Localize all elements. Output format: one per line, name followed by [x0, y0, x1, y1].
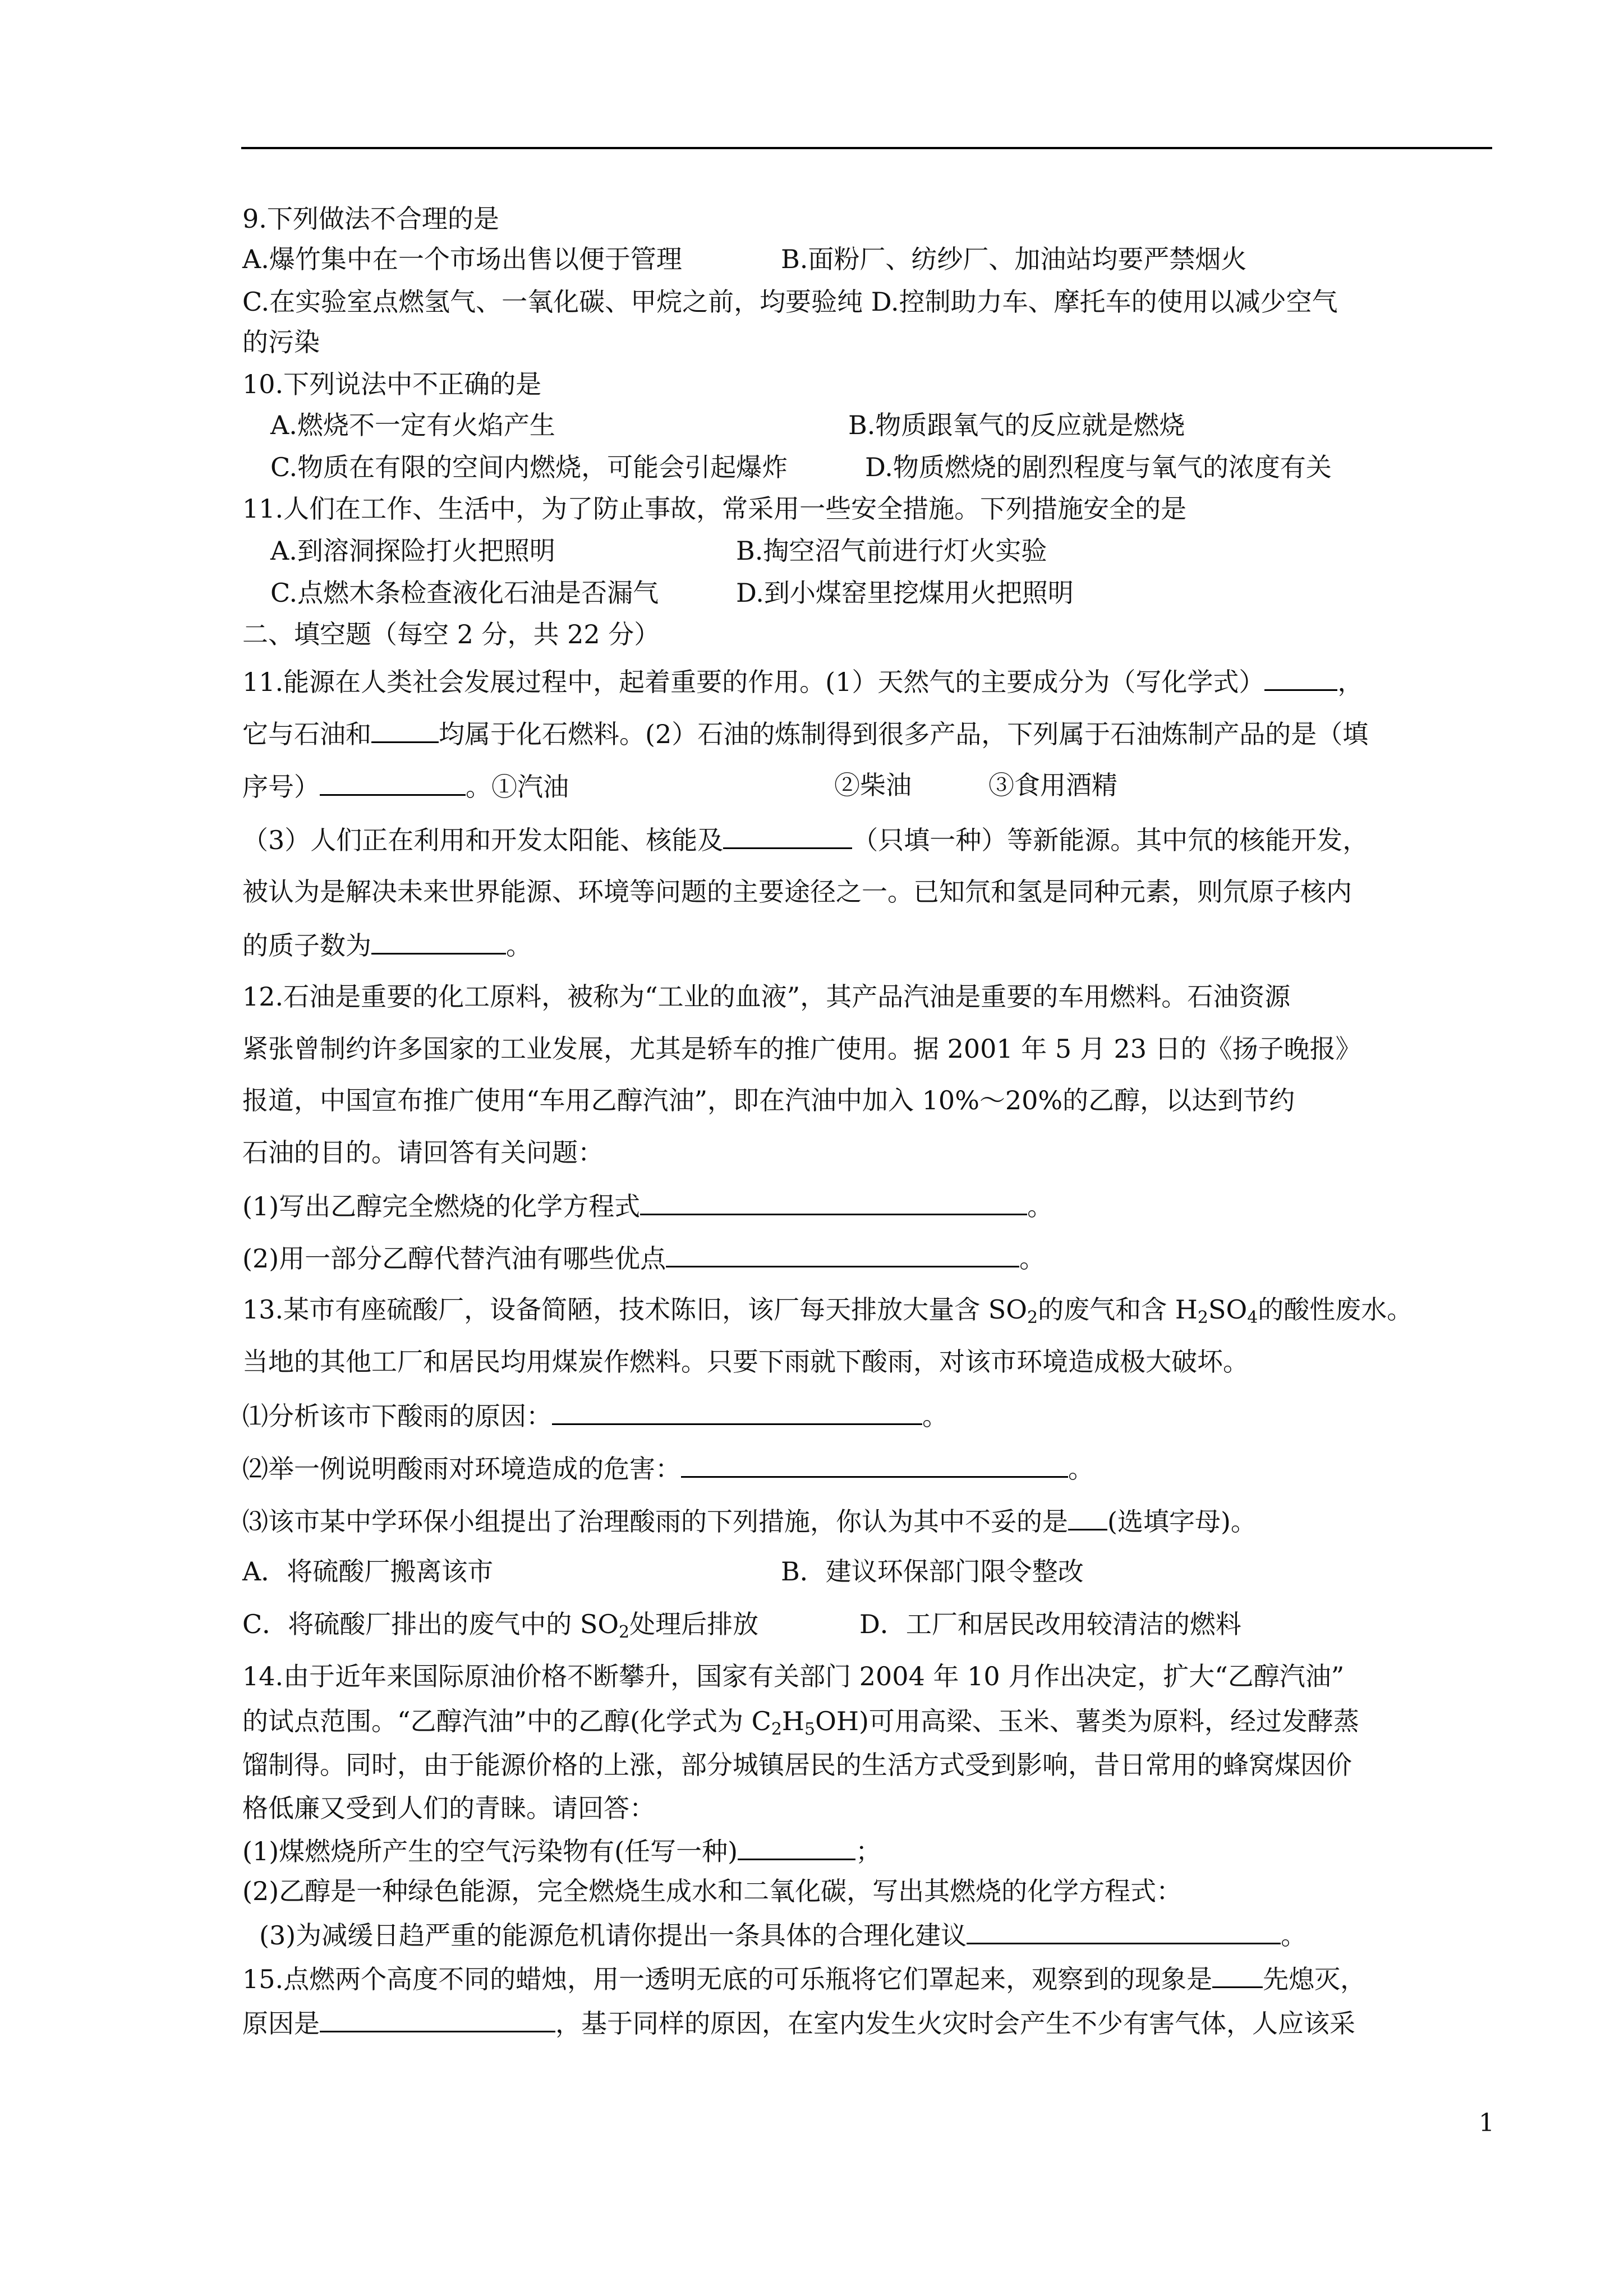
q10-option-a: A.燃烧不一定有火焰产生	[270, 410, 555, 440]
q13-sub2: ⑵举一例说明酸雨对环境造成的危害： 。	[242, 1450, 1094, 1486]
q12-sub1: (1)写出乙醇完全燃烧的化学方程式 。	[242, 1188, 1053, 1223]
q11b-line2: 它与石油和 均属于化石燃料。(2）石油的炼制得到很多产品，下列属于石油炼制产品的是（填	[242, 716, 1368, 751]
q9-option-a: A.爆竹集中在一个市场出售以便于管理	[242, 244, 682, 274]
q9-option-b: B.面粉厂、纺纱厂、加油站均要严禁烟火	[781, 244, 1247, 274]
q14-sub3: (3)为减缓日趋严重的能源危机请你提出一条具体的合理化建议 。	[259, 1917, 1306, 1952]
q12-line3: 报道，中国宣布推广使用“车用乙醇汽油”，即在汽油中加入 10%～20%的乙醇，以达到节约	[242, 1085, 1295, 1115]
q14-line3: 馏制得。同时，由于能源价格的上涨，部分城镇居民的生活方式受到影响，昔日常用的蜂窝煤因价	[242, 1750, 1352, 1780]
q10-option-d: D.物质燃烧的剧烈程度与氧气的浓度有关	[865, 452, 1332, 482]
q14-line1: 14.由于近年来国际原油价格不断攀升，国家有关部门 2004 年 10 月作出决定，扩大“乙醇汽油”	[242, 1661, 1345, 1691]
q13-sub1: ⑴分析该市下酸雨的原因： 。	[242, 1398, 948, 1433]
answer-blank[interactable]	[371, 927, 506, 955]
q10-options-cd	[270, 450, 1332, 484]
q11a-option-d: D.到小煤窑里挖煤用火把照明	[736, 578, 1074, 608]
section-heading: 二、填空题（每空 2 分，共 22 分）	[242, 619, 660, 649]
q11b-line3: 序号） 。①汽油 ②柴油 ③食用酒精	[242, 768, 569, 804]
q11a-options-ab	[270, 534, 1047, 568]
q10-option-b: B.物质跟氧气的反应就是燃烧	[848, 410, 1185, 440]
q12-line2: 紧张曾制约许多国家的工业发展，尤其是轿车的推广使用。据 2001 年 5 月 23 日的《扬子晚报》	[242, 1034, 1361, 1064]
q11b-line5: 被认为是解决未来世界能源、环境等问题的主要途径之一。已知氘和氢是同种元素，则氘原子核内	[242, 877, 1352, 907]
q11a-options-cd	[270, 576, 1074, 610]
answer-blank[interactable]	[666, 1240, 1019, 1267]
answer-blank[interactable]	[371, 716, 439, 743]
q13-options-cd	[242, 1607, 1241, 1642]
answer-blank[interactable]	[681, 1450, 1068, 1478]
q13-sub3: ⑶该市某中学环保小组提出了治理酸雨的下列措施，你认为其中不妥的是 (选填字母)。	[242, 1503, 1257, 1538]
q14-line2: 的试点范围。“乙醇汽油”中的乙醇(化学式为 $C_2H_5OH$)可用高梁、玉米、薯类为原料，经过发酵蒸	[242, 1706, 1359, 1739]
q10-options-ab	[270, 408, 1185, 442]
q10-stem: 10.下列说法中不正确的是	[242, 369, 542, 399]
answer-blank[interactable]	[640, 1188, 1027, 1215]
answer-blank[interactable]	[738, 1833, 855, 1860]
q13-line2: 当地的其他工厂和居民均用煤炭作燃料。只要下雨就下酸雨，对该市环境造成极大破坏。	[242, 1347, 1249, 1377]
q9-options-cd: C.在实验室点燃氢气、一氧化碳、甲烷之前，均要验纯 D.控制助力车、摩托车的使用以减少空气	[242, 287, 1338, 317]
q13-options-ab	[242, 1555, 1084, 1588]
q13-option-a: A．将硫酸厂搬离该市	[242, 1556, 494, 1587]
q15-line2: 原因是 ，基于同样的原因，在室内发生火灾时会产生不少有害气体，人应该采	[242, 2005, 1355, 2040]
q13-option-b: B．建议环保部门限令整改	[781, 1556, 1084, 1587]
q13-line1: 13.某市有座硫酸厂，设备简陋，技术陈旧，该厂每天排放大量含 $SO_2$的废气和含 $H_2SO_4$的酸性废水。	[242, 1294, 1413, 1327]
answer-blank[interactable]	[1212, 1961, 1263, 1988]
answer-blank[interactable]	[320, 2005, 555, 2032]
q10-option-c: C.物质在有限的空间内燃烧，可能会引起爆炸	[270, 452, 788, 482]
q12-line4: 石油的目的。请回答有关问题：	[242, 1137, 604, 1168]
q12-line1: 12.石油是重要的化工原料，被称为“工业的血液”，其产品汽油是重要的车用燃料。石油资源	[242, 981, 1291, 1012]
page-number: 1	[1479, 2109, 1494, 2137]
q15-line1: 15.点燃两个高度不同的蜡烛，用一透明无底的可乐瓶将它们罩起来，观察到的现象是 先熄灭，	[242, 1961, 1366, 1996]
q11b-line4: （3）人们正在利用和开发太阳能、核能及 （只填一种）等新能源。其中氘的核能开发，	[242, 822, 1368, 857]
q9-stem: 9.下列做法不合理的是	[242, 204, 499, 234]
header-rule	[241, 147, 1492, 149]
q11a-option-c: C.点燃木条检查液化石油是否漏气	[270, 578, 659, 608]
answer-blank[interactable]	[723, 822, 852, 849]
q9-options-ab	[242, 242, 1247, 276]
q14-line4: 格低廉又受到人们的青睐。请回答：	[242, 1793, 655, 1823]
q13-option-d: D．工厂和居民改用较清洁的燃料	[859, 1609, 1241, 1639]
answer-blank[interactable]	[1068, 1503, 1107, 1530]
q11a-stem: 11.人们在工作、生活中，为了防止事故，常采用一些安全措施。下列措施安全的是	[242, 494, 1187, 524]
q11b-line1: 11.能源在人类社会发展过程中，起着重要的作用。(1）天然气的主要成分为（写化学式） ，	[242, 663, 1363, 699]
q11a-option-b: B.掏空沼气前进行灯火实验	[736, 536, 1047, 566]
answer-blank[interactable]	[1264, 663, 1337, 691]
q12-sub2: (2)用一部分乙醇代替汽油有哪些优点 。	[242, 1240, 1045, 1275]
q11b-line6: 的质子数为 。	[242, 927, 532, 962]
answer-blank[interactable]	[967, 1917, 1281, 1944]
q14-sub2: (2)乙醇是一种绿色能源，完全燃烧生成水和二氧化碳，写出其燃烧的化学方程式：	[242, 1876, 1183, 1906]
answer-blank[interactable]	[552, 1398, 922, 1425]
q13-option-c: C．将硫酸厂排出的废气中的 $SO_2$处理后排放	[242, 1609, 759, 1642]
q11a-option-a: A.到溶洞探险打火把照明	[270, 536, 555, 566]
q14-sub1: (1)煤燃烧所产生的空气污染物有(任写一种) ；	[242, 1833, 881, 1868]
answer-blank[interactable]	[320, 768, 466, 796]
q9-options-cd-cont: 的污染	[242, 327, 320, 357]
